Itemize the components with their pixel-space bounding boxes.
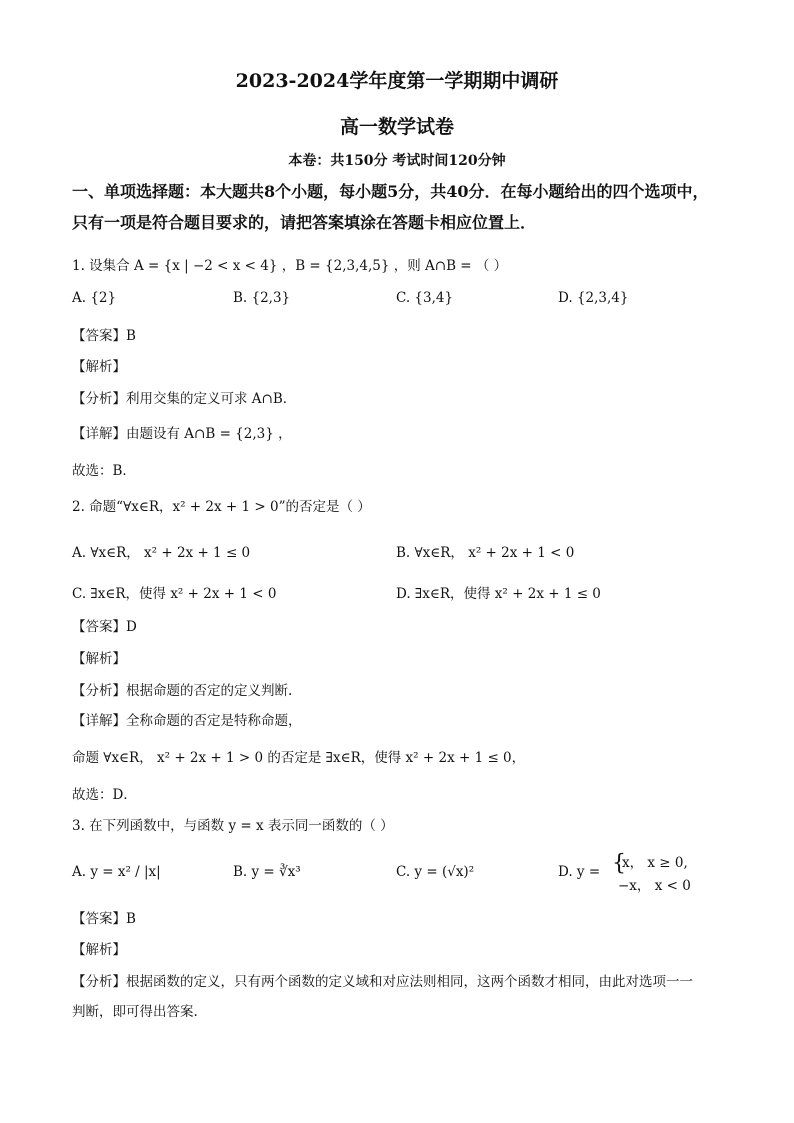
q3-answer: 【答案】B bbox=[72, 911, 136, 927]
q2-option-a: A. ∀x∈R， x² + 2x + 1 ≤ 0 bbox=[72, 545, 251, 561]
q3-fenxi-line2: 判断，即可得出答案. bbox=[72, 1004, 198, 1020]
q1-jiexi: 【解析】 bbox=[72, 359, 126, 375]
q1-xiangjie: 【详解】由题设有 A∩B = {2,3} ， bbox=[72, 426, 292, 442]
q2-xiangjie: 【详解】全称命题的否定是特称命题， bbox=[72, 713, 302, 729]
q3-option-b: B. y = ∛x³ bbox=[233, 864, 301, 880]
q3-option-a: A. y = x² / |x| bbox=[72, 864, 161, 880]
exam-title: 2023-2024学年度第一学期期中调研 bbox=[235, 70, 559, 92]
q2-answer: 【答案】D bbox=[72, 619, 137, 635]
section1-instruction-line2: 只有一项是符合题目要求的，请把答案填涂在答题卡相应位置上． bbox=[72, 213, 537, 232]
brace-icon: { bbox=[612, 851, 626, 876]
q3-option-d-case2: −x， x < 0 bbox=[618, 878, 691, 894]
q2-result: 故选：D． bbox=[72, 787, 137, 803]
section1-instruction-line1: 一、单项选择题：本大题共8个小题，每小题5分，共40分．在每小题给出的四个选项中， bbox=[72, 182, 709, 201]
exam-info: 本卷：共150分 考试时间120分钟 bbox=[288, 153, 506, 169]
q2-stem: 2. 命题“∀x∈R，x² + 2x + 1 > 0”的否定是（ ） bbox=[72, 499, 371, 515]
exam-subtitle: 高一数学试卷 bbox=[339, 116, 454, 138]
q2-detail: 命题 ∀x∈R， x² + 2x + 1 > 0 的否定是 ∃x∈R，使得 x² + 2x + 1 ≤ 0， bbox=[72, 750, 526, 766]
q1-option-b: B. {2,3} bbox=[233, 290, 291, 306]
q2-jiexi: 【解析】 bbox=[72, 651, 126, 667]
q1-option-a: A. {2} bbox=[72, 290, 117, 306]
q3-option-d-label: D. y = bbox=[558, 864, 601, 880]
q2-option-d: D. ∃x∈R，使得 x² + 2x + 1 ≤ 0 bbox=[396, 586, 601, 602]
q2-option-b: B. ∀x∈R， x² + 2x + 1 < 0 bbox=[396, 545, 575, 561]
q2-fenxi: 【分析】根据命题的否定的定义判断. bbox=[72, 683, 293, 699]
q1-stem: 1. 设集合 A = {x | −2 < x < 4} ，B = {2,3,4,5} ，则 A∩B = （ ） bbox=[72, 258, 508, 274]
q3-option-c: C. y = (√x)² bbox=[396, 864, 475, 880]
q1-fenxi: 【分析】利用交集的定义可求 A∩B． bbox=[72, 391, 297, 407]
q1-option-c: C. {3,4} bbox=[396, 290, 454, 306]
q1-option-d: D. {2,3,4} bbox=[558, 290, 629, 306]
q3-option-d-case1: x， x ≥ 0, bbox=[622, 855, 688, 871]
q3-jiexi: 【解析】 bbox=[72, 942, 126, 958]
q1-result: 故选：B． bbox=[72, 463, 136, 479]
q3-fenxi-line1: 【分析】根据函数的定义，只有两个函数的定义域和对应法则相同，这两个函数才相同，由此对选项一一 bbox=[72, 974, 693, 990]
q3-stem: 3. 在下列函数中，与函数 y = x 表示同一函数的（ ） bbox=[72, 818, 394, 834]
q2-option-c: C. ∃x∈R，使得 x² + 2x + 1 < 0 bbox=[72, 586, 277, 602]
q1-answer: 【答案】B bbox=[72, 328, 136, 344]
